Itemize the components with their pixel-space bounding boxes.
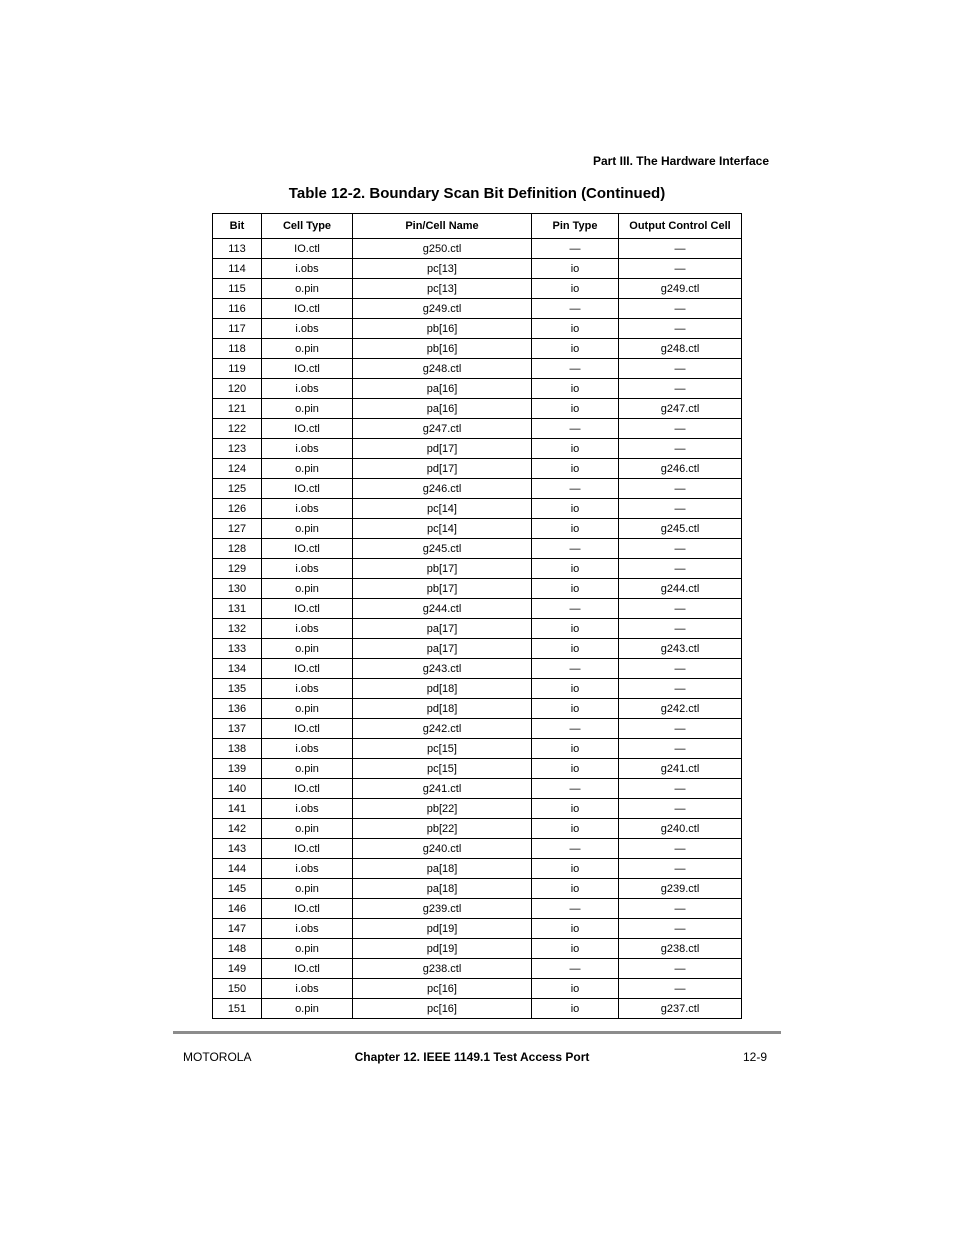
- cell-bit: 123: [213, 439, 262, 459]
- cell-pin-name: pc[14]: [353, 519, 532, 539]
- cell-bit: 135: [213, 679, 262, 699]
- cell-pin-name: g241.ctl: [353, 779, 532, 799]
- cell-bit: 144: [213, 859, 262, 879]
- cell-bit: 132: [213, 619, 262, 639]
- cell-pin-name: g239.ctl: [353, 899, 532, 919]
- table-row: [213, 499, 742, 519]
- cell-type: i.obs: [262, 859, 353, 879]
- cell-bit: 128: [213, 539, 262, 559]
- cell-output-control: —: [619, 479, 742, 499]
- cell-pin-name: pa[16]: [353, 379, 532, 399]
- cell-output-control: —: [619, 719, 742, 739]
- cell-output-control: —: [619, 419, 742, 439]
- cell-pin-name: g244.ctl: [353, 599, 532, 619]
- cell-output-control: —: [619, 779, 742, 799]
- table-row: [213, 459, 742, 479]
- cell-bit: 149: [213, 959, 262, 979]
- cell-pin-type: —: [532, 719, 619, 739]
- table-row: [213, 399, 742, 419]
- cell-type: IO.ctl: [262, 719, 353, 739]
- cell-bit: 143: [213, 839, 262, 859]
- cell-type: i.obs: [262, 619, 353, 639]
- table-row: [213, 299, 742, 319]
- cell-pin-type: io: [532, 999, 619, 1019]
- cell-type: o.pin: [262, 399, 353, 419]
- cell-bit: 139: [213, 759, 262, 779]
- cell-pin-name: pc[15]: [353, 759, 532, 779]
- cell-output-control: —: [619, 659, 742, 679]
- column-header-bit: Bit: [213, 214, 262, 239]
- part-header: Part III. The Hardware Interface: [592, 154, 769, 168]
- cell-pin-name: pb[22]: [353, 819, 532, 839]
- table-row: [213, 279, 742, 299]
- cell-type: o.pin: [262, 639, 353, 659]
- cell-output-control: —: [619, 799, 742, 819]
- cell-type: i.obs: [262, 379, 353, 399]
- cell-bit: 142: [213, 819, 262, 839]
- cell-output-control: —: [619, 839, 742, 859]
- cell-pin-type: io: [532, 259, 619, 279]
- cell-pin-name: pc[16]: [353, 999, 532, 1019]
- cell-type: IO.ctl: [262, 659, 353, 679]
- cell-pin-name: pd[17]: [353, 459, 532, 479]
- cell-output-control: —: [619, 379, 742, 399]
- table-row: [213, 859, 742, 879]
- table-row: [213, 259, 742, 279]
- cell-pin-type: io: [532, 879, 619, 899]
- cell-pin-type: io: [532, 519, 619, 539]
- cell-pin-type: io: [532, 379, 619, 399]
- cell-pin-name: g246.ctl: [353, 479, 532, 499]
- cell-type: IO.ctl: [262, 419, 353, 439]
- cell-pin-type: io: [532, 459, 619, 479]
- cell-pin-type: io: [532, 559, 619, 579]
- table-row: [213, 959, 742, 979]
- cell-pin-name: pd[17]: [353, 439, 532, 459]
- cell-bit: 130: [213, 579, 262, 599]
- cell-type: IO.ctl: [262, 779, 353, 799]
- cell-pin-name: pa[18]: [353, 879, 532, 899]
- cell-pin-type: io: [532, 639, 619, 659]
- cell-output-control: g240.ctl: [619, 819, 742, 839]
- cell-output-control: g238.ctl: [619, 939, 742, 959]
- cell-pin-type: —: [532, 419, 619, 439]
- cell-output-control: g241.ctl: [619, 759, 742, 779]
- cell-output-control: —: [619, 679, 742, 699]
- cell-pin-type: io: [532, 859, 619, 879]
- cell-pin-name: pa[16]: [353, 399, 532, 419]
- cell-pin-name: pb[17]: [353, 579, 532, 599]
- cell-pin-type: io: [532, 499, 619, 519]
- table-row: [213, 559, 742, 579]
- cell-type: o.pin: [262, 339, 353, 359]
- cell-output-control: —: [619, 239, 742, 259]
- cell-pin-type: io: [532, 739, 619, 759]
- table-row: [213, 379, 742, 399]
- cell-pin-name: g248.ctl: [353, 359, 532, 379]
- cell-output-control: g244.ctl: [619, 579, 742, 599]
- cell-type: IO.ctl: [262, 899, 353, 919]
- cell-type: o.pin: [262, 939, 353, 959]
- cell-output-control: —: [619, 739, 742, 759]
- cell-type: i.obs: [262, 559, 353, 579]
- cell-pin-type: io: [532, 279, 619, 299]
- table-row: [213, 539, 742, 559]
- table-row: [213, 839, 742, 859]
- cell-pin-name: pb[17]: [353, 559, 532, 579]
- cell-pin-type: —: [532, 479, 619, 499]
- cell-type: i.obs: [262, 259, 353, 279]
- cell-type: i.obs: [262, 319, 353, 339]
- cell-output-control: g249.ctl: [619, 279, 742, 299]
- cell-bit: 129: [213, 559, 262, 579]
- cell-pin-name: g242.ctl: [353, 719, 532, 739]
- cell-type: o.pin: [262, 819, 353, 839]
- cell-output-control: —: [619, 539, 742, 559]
- cell-bit: 137: [213, 719, 262, 739]
- column-header-pin-cell-name: Pin/Cell Name: [353, 214, 532, 239]
- cell-pin-name: pc[14]: [353, 499, 532, 519]
- table-row: [213, 979, 742, 999]
- cell-type: i.obs: [262, 499, 353, 519]
- cell-pin-type: io: [532, 319, 619, 339]
- cell-bit: 133: [213, 639, 262, 659]
- cell-pin-type: io: [532, 339, 619, 359]
- cell-output-control: —: [619, 599, 742, 619]
- cell-bit: 141: [213, 799, 262, 819]
- cell-output-control: g237.ctl: [619, 999, 742, 1019]
- cell-bit: 136: [213, 699, 262, 719]
- cell-pin-type: —: [532, 659, 619, 679]
- table-row: [213, 699, 742, 719]
- boundary-scan-table: [212, 213, 742, 1019]
- cell-output-control: —: [619, 439, 742, 459]
- cell-type: o.pin: [262, 519, 353, 539]
- cell-pin-type: —: [532, 839, 619, 859]
- cell-type: o.pin: [262, 279, 353, 299]
- cell-pin-type: —: [532, 539, 619, 559]
- table-row: [213, 999, 742, 1019]
- table-row: [213, 939, 742, 959]
- footer-page-number: 12-9: [742, 1050, 767, 1064]
- cell-output-control: g239.ctl: [619, 879, 742, 899]
- cell-type: IO.ctl: [262, 539, 353, 559]
- cell-bit: 140: [213, 779, 262, 799]
- cell-pin-name: pd[18]: [353, 679, 532, 699]
- footer-chapter: Chapter 12. IEEE 1149.1 Test Access Port: [354, 1050, 590, 1064]
- cell-pin-type: —: [532, 599, 619, 619]
- cell-pin-name: g245.ctl: [353, 539, 532, 559]
- cell-pin-name: pd[19]: [353, 939, 532, 959]
- cell-type: i.obs: [262, 799, 353, 819]
- cell-pin-name: pb[22]: [353, 799, 532, 819]
- table-row: [213, 659, 742, 679]
- cell-pin-name: g247.ctl: [353, 419, 532, 439]
- cell-pin-type: io: [532, 919, 619, 939]
- cell-pin-name: pc[13]: [353, 259, 532, 279]
- cell-output-control: —: [619, 559, 742, 579]
- cell-bit: 131: [213, 599, 262, 619]
- cell-bit: 124: [213, 459, 262, 479]
- cell-bit: 138: [213, 739, 262, 759]
- cell-type: IO.ctl: [262, 839, 353, 859]
- table-row: [213, 879, 742, 899]
- cell-pin-type: io: [532, 619, 619, 639]
- cell-output-control: —: [619, 619, 742, 639]
- cell-pin-type: —: [532, 959, 619, 979]
- cell-pin-type: —: [532, 359, 619, 379]
- cell-bit: 151: [213, 999, 262, 1019]
- cell-pin-type: io: [532, 679, 619, 699]
- cell-type: i.obs: [262, 439, 353, 459]
- column-header-cell-type: Cell Type: [262, 214, 353, 239]
- table-row: [213, 759, 742, 779]
- cell-output-control: g246.ctl: [619, 459, 742, 479]
- table-row: [213, 239, 742, 259]
- cell-type: o.pin: [262, 759, 353, 779]
- cell-output-control: —: [619, 859, 742, 879]
- cell-pin-type: —: [532, 899, 619, 919]
- cell-type: i.obs: [262, 739, 353, 759]
- table-row: [213, 779, 742, 799]
- table-row: [213, 719, 742, 739]
- cell-output-control: —: [619, 319, 742, 339]
- cell-bit: 148: [213, 939, 262, 959]
- cell-pin-type: —: [532, 779, 619, 799]
- cell-bit: 115: [213, 279, 262, 299]
- cell-type: o.pin: [262, 699, 353, 719]
- cell-type: IO.ctl: [262, 959, 353, 979]
- cell-type: IO.ctl: [262, 299, 353, 319]
- cell-output-control: g245.ctl: [619, 519, 742, 539]
- table-row: [213, 899, 742, 919]
- cell-pin-name: g243.ctl: [353, 659, 532, 679]
- cell-pin-name: pb[16]: [353, 339, 532, 359]
- cell-bit: 117: [213, 319, 262, 339]
- cell-type: IO.ctl: [262, 359, 353, 379]
- table-row: [213, 439, 742, 459]
- cell-pin-name: pd[19]: [353, 919, 532, 939]
- footer-company: MOTOROLA: [183, 1050, 252, 1064]
- table-row: [213, 679, 742, 699]
- cell-pin-type: io: [532, 819, 619, 839]
- cell-bit: 119: [213, 359, 262, 379]
- cell-pin-name: pc[15]: [353, 739, 532, 759]
- cell-pin-name: g240.ctl: [353, 839, 532, 859]
- cell-pin-type: io: [532, 759, 619, 779]
- cell-pin-type: io: [532, 439, 619, 459]
- column-header-output-control-cell: Output Control Cell: [619, 214, 742, 239]
- cell-pin-name: pb[16]: [353, 319, 532, 339]
- cell-output-control: —: [619, 359, 742, 379]
- cell-pin-type: io: [532, 979, 619, 999]
- cell-pin-name: pa[18]: [353, 859, 532, 879]
- table-row: [213, 619, 742, 639]
- cell-output-control: —: [619, 979, 742, 999]
- cell-type: IO.ctl: [262, 599, 353, 619]
- cell-bit: 113: [213, 239, 262, 259]
- cell-bit: 122: [213, 419, 262, 439]
- cell-type: i.obs: [262, 919, 353, 939]
- table-row: [213, 359, 742, 379]
- cell-bit: 114: [213, 259, 262, 279]
- table-row: [213, 799, 742, 819]
- cell-pin-type: io: [532, 939, 619, 959]
- cell-output-control: —: [619, 259, 742, 279]
- table-row: [213, 819, 742, 839]
- cell-type: IO.ctl: [262, 479, 353, 499]
- table-header-row: [213, 214, 742, 239]
- table-row: [213, 919, 742, 939]
- cell-bit: 116: [213, 299, 262, 319]
- cell-pin-name: pa[17]: [353, 639, 532, 659]
- cell-pin-name: g249.ctl: [353, 299, 532, 319]
- cell-pin-name: g250.ctl: [353, 239, 532, 259]
- table-row: [213, 519, 742, 539]
- cell-pin-type: —: [532, 239, 619, 259]
- cell-bit: 126: [213, 499, 262, 519]
- cell-output-control: —: [619, 899, 742, 919]
- cell-type: o.pin: [262, 999, 353, 1019]
- cell-output-control: —: [619, 959, 742, 979]
- cell-bit: 134: [213, 659, 262, 679]
- cell-pin-name: pc[16]: [353, 979, 532, 999]
- table-body: [213, 239, 742, 1019]
- cell-bit: 146: [213, 899, 262, 919]
- table-title: Table 12-2. Boundary Scan Bit Definition (Continued): [288, 185, 666, 202]
- cell-bit: 125: [213, 479, 262, 499]
- cell-pin-name: pd[18]: [353, 699, 532, 719]
- cell-pin-type: —: [532, 299, 619, 319]
- table-row: [213, 479, 742, 499]
- cell-bit: 150: [213, 979, 262, 999]
- table-row: [213, 339, 742, 359]
- cell-output-control: g242.ctl: [619, 699, 742, 719]
- cell-pin-type: io: [532, 579, 619, 599]
- cell-pin-name: pc[13]: [353, 279, 532, 299]
- cell-pin-type: io: [532, 799, 619, 819]
- table-row: [213, 319, 742, 339]
- cell-pin-type: io: [532, 699, 619, 719]
- cell-type: o.pin: [262, 579, 353, 599]
- table-row: [213, 419, 742, 439]
- cell-output-control: g248.ctl: [619, 339, 742, 359]
- cell-type: IO.ctl: [262, 239, 353, 259]
- table-row: [213, 599, 742, 619]
- cell-output-control: —: [619, 919, 742, 939]
- cell-pin-type: io: [532, 399, 619, 419]
- cell-bit: 147: [213, 919, 262, 939]
- column-header-pin-type: Pin Type: [532, 214, 619, 239]
- cell-type: i.obs: [262, 679, 353, 699]
- cell-output-control: g243.ctl: [619, 639, 742, 659]
- cell-output-control: —: [619, 499, 742, 519]
- cell-type: o.pin: [262, 459, 353, 479]
- cell-pin-name: pa[17]: [353, 619, 532, 639]
- table-row: [213, 639, 742, 659]
- cell-output-control: —: [619, 299, 742, 319]
- cell-bit: 145: [213, 879, 262, 899]
- cell-bit: 127: [213, 519, 262, 539]
- table-row: [213, 739, 742, 759]
- footer-rule: [173, 1031, 781, 1034]
- cell-bit: 121: [213, 399, 262, 419]
- cell-type: i.obs: [262, 979, 353, 999]
- cell-output-control: g247.ctl: [619, 399, 742, 419]
- cell-type: o.pin: [262, 879, 353, 899]
- table-row: [213, 579, 742, 599]
- cell-pin-name: g238.ctl: [353, 959, 532, 979]
- cell-bit: 120: [213, 379, 262, 399]
- cell-bit: 118: [213, 339, 262, 359]
